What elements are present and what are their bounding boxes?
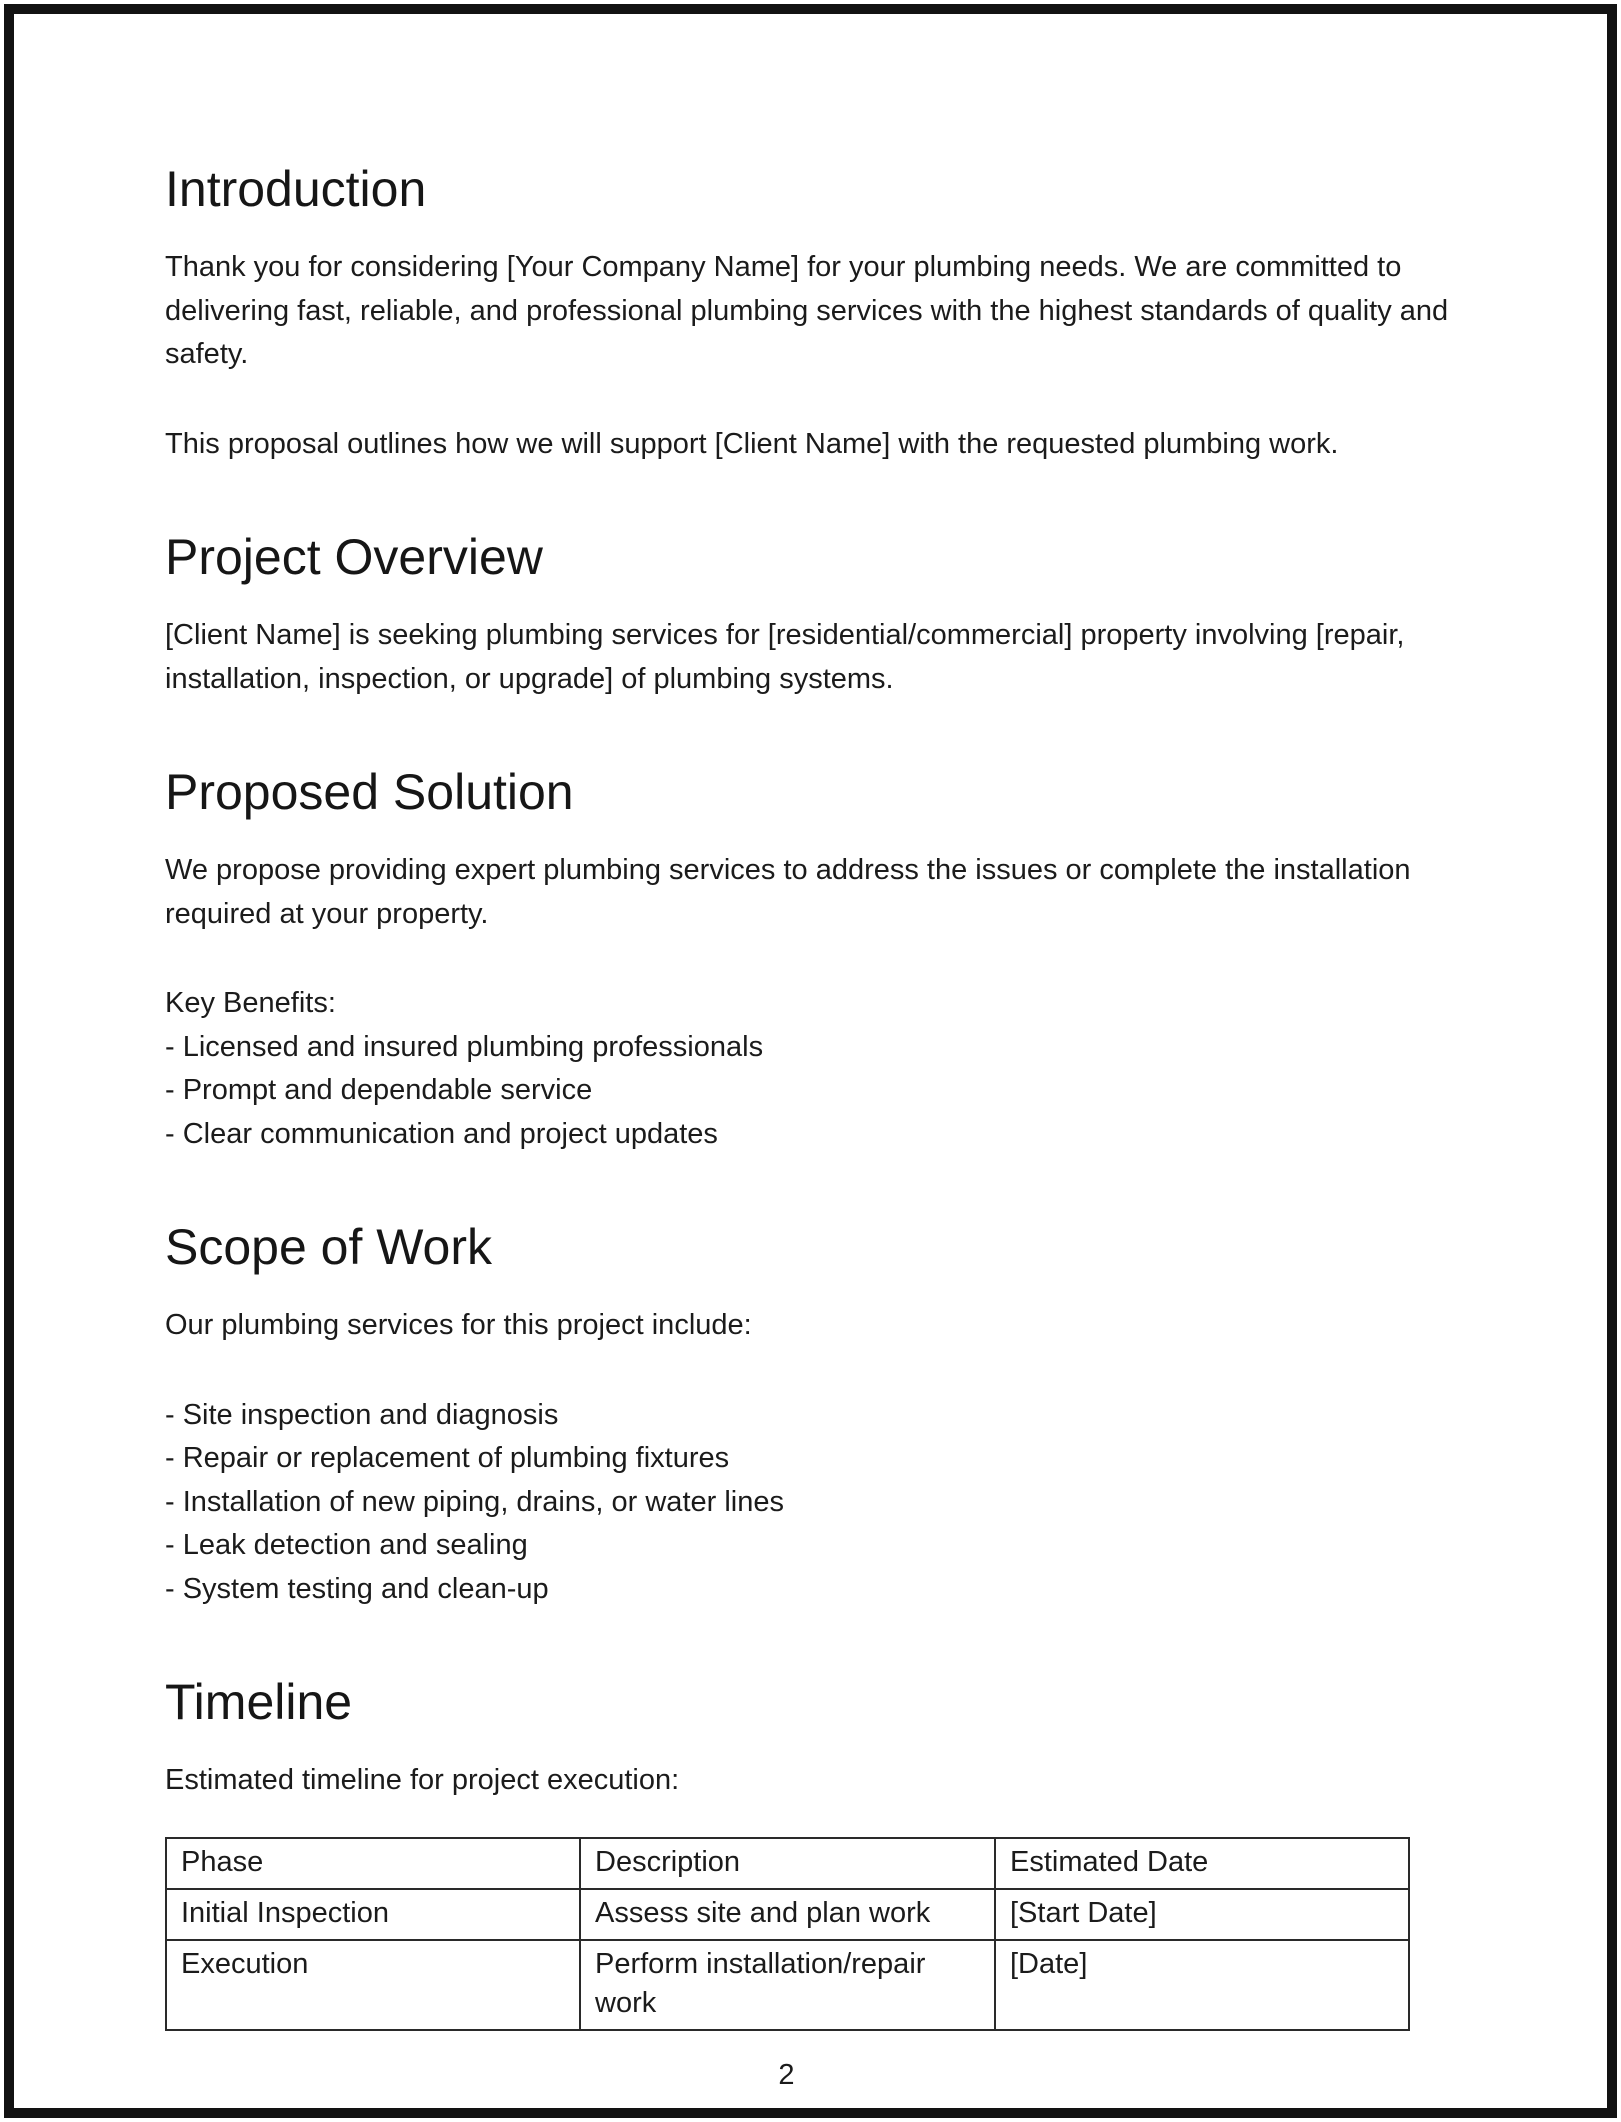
list-item: - Site inspection and diagnosis [165,1398,559,1431]
list-item: - Repair or replacement of plumbing fixtures [165,1442,730,1474]
table-header-phase: Phase [166,1838,580,1889]
table-cell-phase: Execution [166,1940,580,2030]
page-content [165,0,1495,2092]
table-cell-date: [Start Date] [995,1889,1409,1940]
scope-paragraph: Our plumbing services for this project include: [165,1309,752,1341]
list-item: - Prompt and dependable service [165,1074,593,1106]
section-heading-project-overview: Project Overview [165,529,543,585]
table-header-estimated-date: Estimated Date [995,1838,1409,1889]
list-item: - Clear communication and project updates [165,1117,718,1150]
table-cell-phase: Initial Inspection [166,1889,580,1940]
overview-paragraph: [Client Name] is seeking plumbing services for [residential/commercial] property involving [repair, installation, inspection, or upgrade] of plumbing systems. [165,619,1405,695]
timeline-paragraph: Estimated timeline for project execution: [165,1764,680,1796]
list-item: - Installation of new piping, drains, or water lines [165,1485,784,1518]
list-item: - Leak detection and sealing [165,1529,528,1561]
section-heading-introduction: Introduction [165,161,427,217]
intro-paragraph-2: This proposal outlines how we will support [Client Name] with the requested plumbing work. [165,427,1339,460]
table-row [166,1940,1409,2030]
section-heading-timeline: Timeline [165,1674,353,1730]
table-cell-description: Perform installation/repair work [580,1940,995,2030]
section-heading-scope-of-work: Scope of Work [165,1219,493,1275]
key-benefits-list [165,982,1495,1156]
page-number: 2 [778,2059,795,2092]
section-heading-proposed-solution: Proposed Solution [165,764,574,820]
intro-paragraph-1: Thank you for considering [Your Company Name] for your plumbing needs. We are committed to delivering fast, reliable, and professional plumbing services with the highest standards of quality and safety. [165,251,1449,370]
list-item: - Licensed and insured plumbing professionals [165,1030,764,1063]
solution-paragraph: We propose providing expert plumbing services to address the issues or complete the installation required at your property. [165,854,1411,930]
key-benefits-label: Key Benefits: [165,987,336,1019]
list-item: - System testing and clean-up [165,1572,549,1605]
table-header-description: Description [580,1838,995,1889]
table-row [166,1889,1409,1940]
table-header-row [166,1838,1409,1889]
table-cell-date: [Date] [995,1940,1409,2030]
table-cell-description: Assess site and plan work [580,1889,995,1940]
timeline-table [165,1837,1410,2032]
scope-of-work-list [165,1394,1495,1612]
